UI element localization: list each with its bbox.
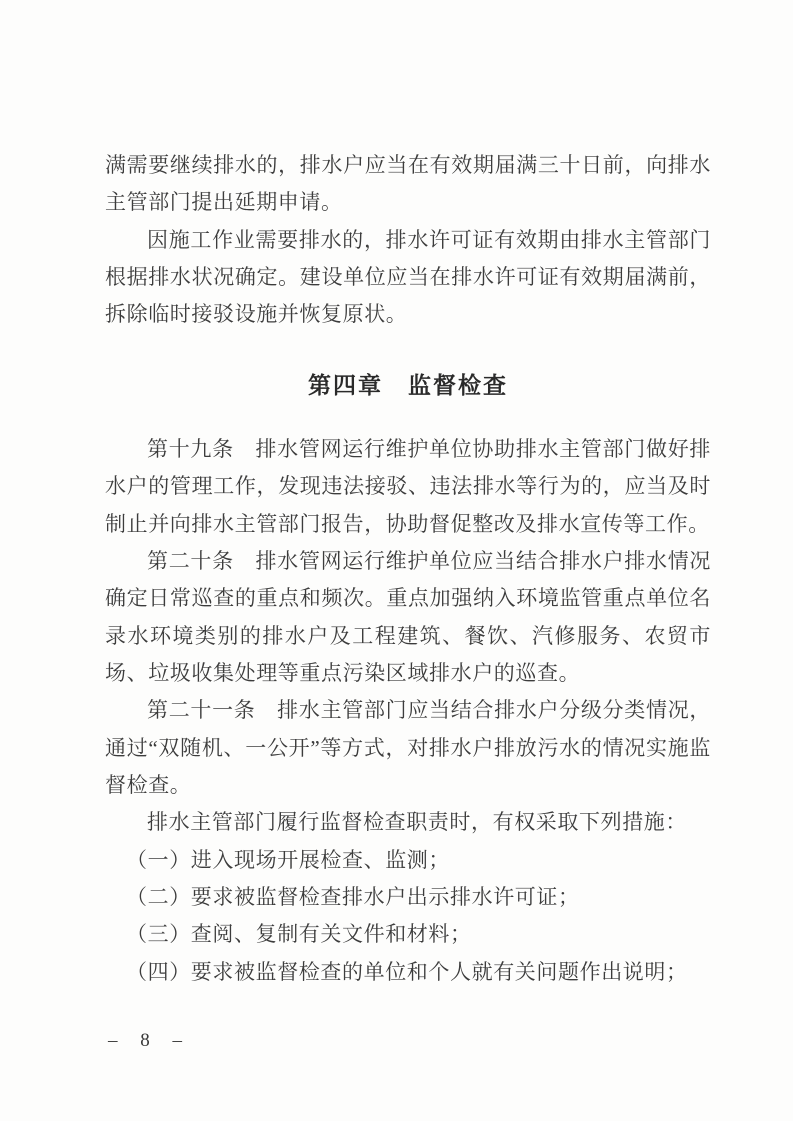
measure-item-2: （二）要求被监督检查排水户出示排水许可证； xyxy=(126,884,580,909)
page-number: – 8 – xyxy=(108,1030,191,1051)
measure-item-1: （一）进入现场开展检查、监测； xyxy=(126,847,450,872)
article-20: 第二十条 排水管网运行维护单位应当结合排水户排水情况确定日常巡查的重点和频次。重点加强纳入环境监管重点单位名录水环境类别的排水户及工程建筑、餐饮、汽修服务、农贸市场、垃圾收集处理等重点污染区域排水户的巡查。 xyxy=(105,548,711,685)
article-21: 第二十一条 排水主管部门应当结合排水户分级分类情况，通过“双随机、一公开”等方式，对排水户排放污水的情况实施监督检查。 xyxy=(105,698,711,797)
paragraph-continuation-1: 满需要继续排水的，排水户应当在有效期届满三十日前，向排水主管部门提出延期申请。 xyxy=(105,153,711,215)
paragraph-construction-drainage: 因施工作业需要排水的，排水许可证有效期由排水主管部门根据排水状况确定。建设单位应当在排水许可证有效期届满前，拆除临时接驳设施并恢复原状。 xyxy=(105,227,711,327)
measures-intro: 排水主管部门履行监督检查职责时，有权采取下列措施： xyxy=(147,810,687,835)
article-19: 第十九条 排水管网运行维护单位协助排水主管部门做好排水户的管理工作，发现违法接驳、违法排水等行为的，应当及时制止并向排水主管部门报告，协助督促整改及排水宣传等工作。 xyxy=(105,436,711,536)
measure-item-4: （四）要求被监督检查的单位和个人就有关问题作出说明； xyxy=(126,959,688,984)
chapter-heading: 第四章 监督检查 xyxy=(308,371,508,398)
measure-item-3: （三）查阅、复制有关文件和材料； xyxy=(126,922,472,947)
document-body xyxy=(105,147,711,991)
